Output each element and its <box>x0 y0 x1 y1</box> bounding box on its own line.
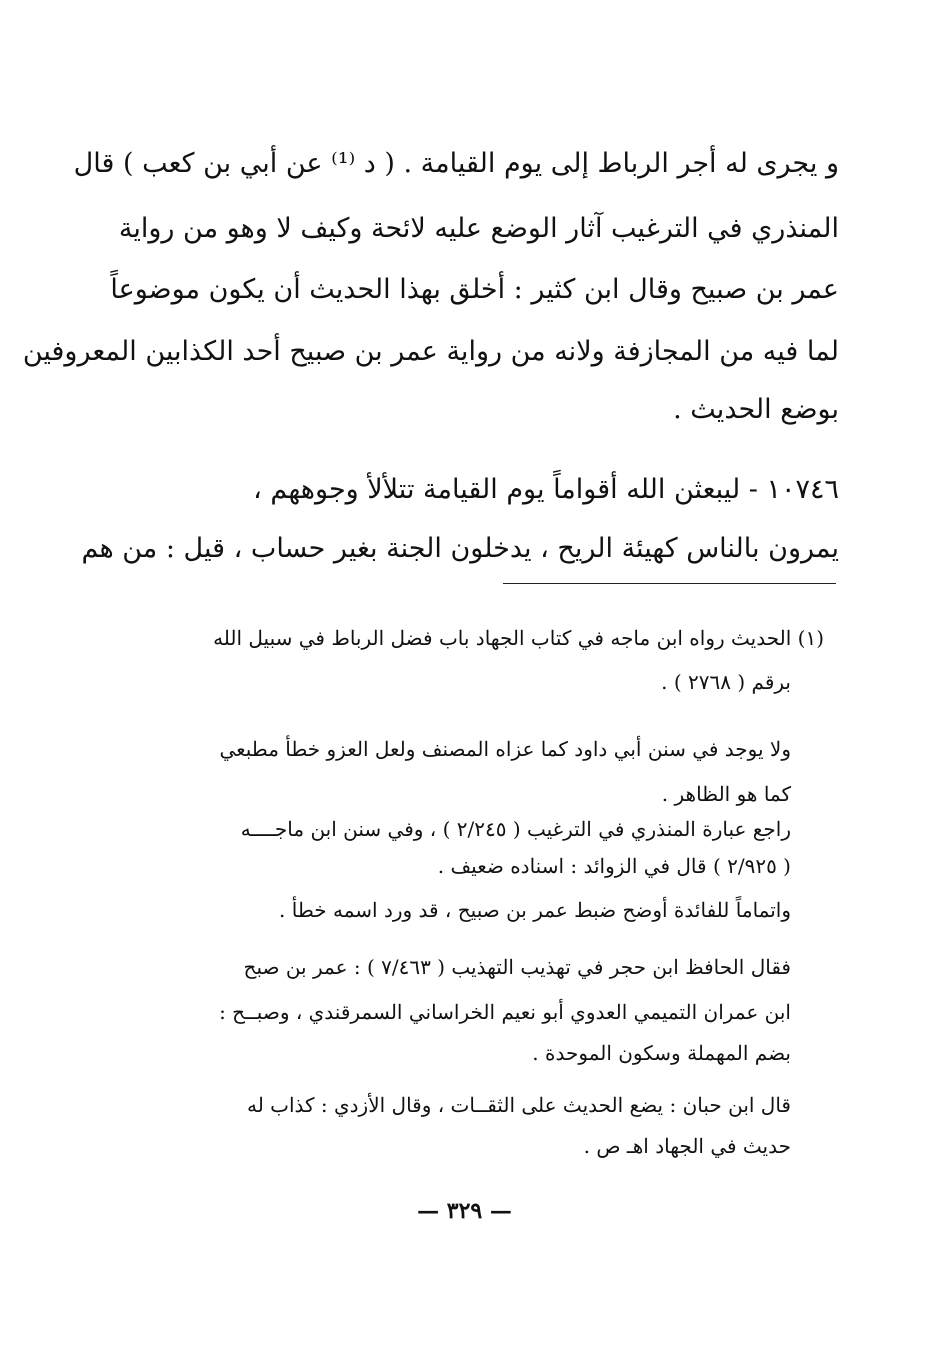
footnote-line: فقال الحافظ ابن حجر في تهذيب التهذيب ( ٧/٤٦٣ ) : عمر بن صبح <box>243 955 791 979</box>
text-line: لما فيه من المجازفة ولانه من رواية عمر بن صبيح أحد الكذابين المعروفين <box>22 336 839 367</box>
footnote-line: ( ٢/٩٢٥ ) قال في الزوائد : اسناده ضعيف . <box>437 854 791 878</box>
footnote-separator <box>503 583 836 584</box>
footnote-line: ابن عمران التميمي العدوي أبو نعيم الخراساني السمرقندي ، وصبــح : <box>219 1000 791 1024</box>
text-line: المنذري في الترغيب آثار الوضع عليه لائحة وكيف لا وهو من رواية <box>118 213 839 244</box>
text-line: عمر بن صبيح وقال ابن كثير : أخلق بهذا الحديث أن يكون موضوعاً <box>110 274 839 305</box>
hadith-line: ١٠٧٤٦ - ليبعثن الله أقواماً يوم القيامة تتلألأ وجوههم ، <box>253 474 839 505</box>
footnote-line: حديث في الجهاد اهـ ص . <box>583 1134 791 1158</box>
footnote-line: (١) الحديث رواه ابن ماجه في كتاب الجهاد باب فضل الرباط في سبيل الله <box>213 626 824 650</box>
footnote-line: واتماماً للفائدة أوضح ضبط عمر بن صبيح ، قد ورد اسمه خطأ . <box>279 898 791 922</box>
text-line: بوضع الحديث . <box>673 394 839 425</box>
hadith-line: يمرون بالناس كهيئة الريح ، يدخلون الجنة بغير حساب ، قيل : من هم <box>81 533 839 564</box>
footnote-line: برقم ( ٢٧٦٨ ) . <box>661 670 791 694</box>
footnote-line: بضم المهملة وسكون الموحدة . <box>532 1041 791 1065</box>
footnote-line: ولا يوجد في سنن أبي داود كما عزاه المصنف ولعل العزو خطأ مطبعي <box>219 737 791 761</box>
footnote-line: راجع عبارة المنذري في الترغيب ( ٢/٢٤٥ ) ، وفي سنن ابن ماجــــه <box>240 817 791 841</box>
footnote-line: كما هو الظاهر . <box>661 782 791 806</box>
text-line: و يجرى له أجر الرباط إلى يوم القيامة . ( د ⁽¹⁾ عن أبي بن كعب ) قال <box>73 148 839 179</box>
footnote-line: قال ابن حبان : يضع الحديث على الثقــات ، وقال الأزدي : كذاب له <box>246 1093 791 1117</box>
page-number: — ٣٢٩ — <box>417 1198 512 1224</box>
